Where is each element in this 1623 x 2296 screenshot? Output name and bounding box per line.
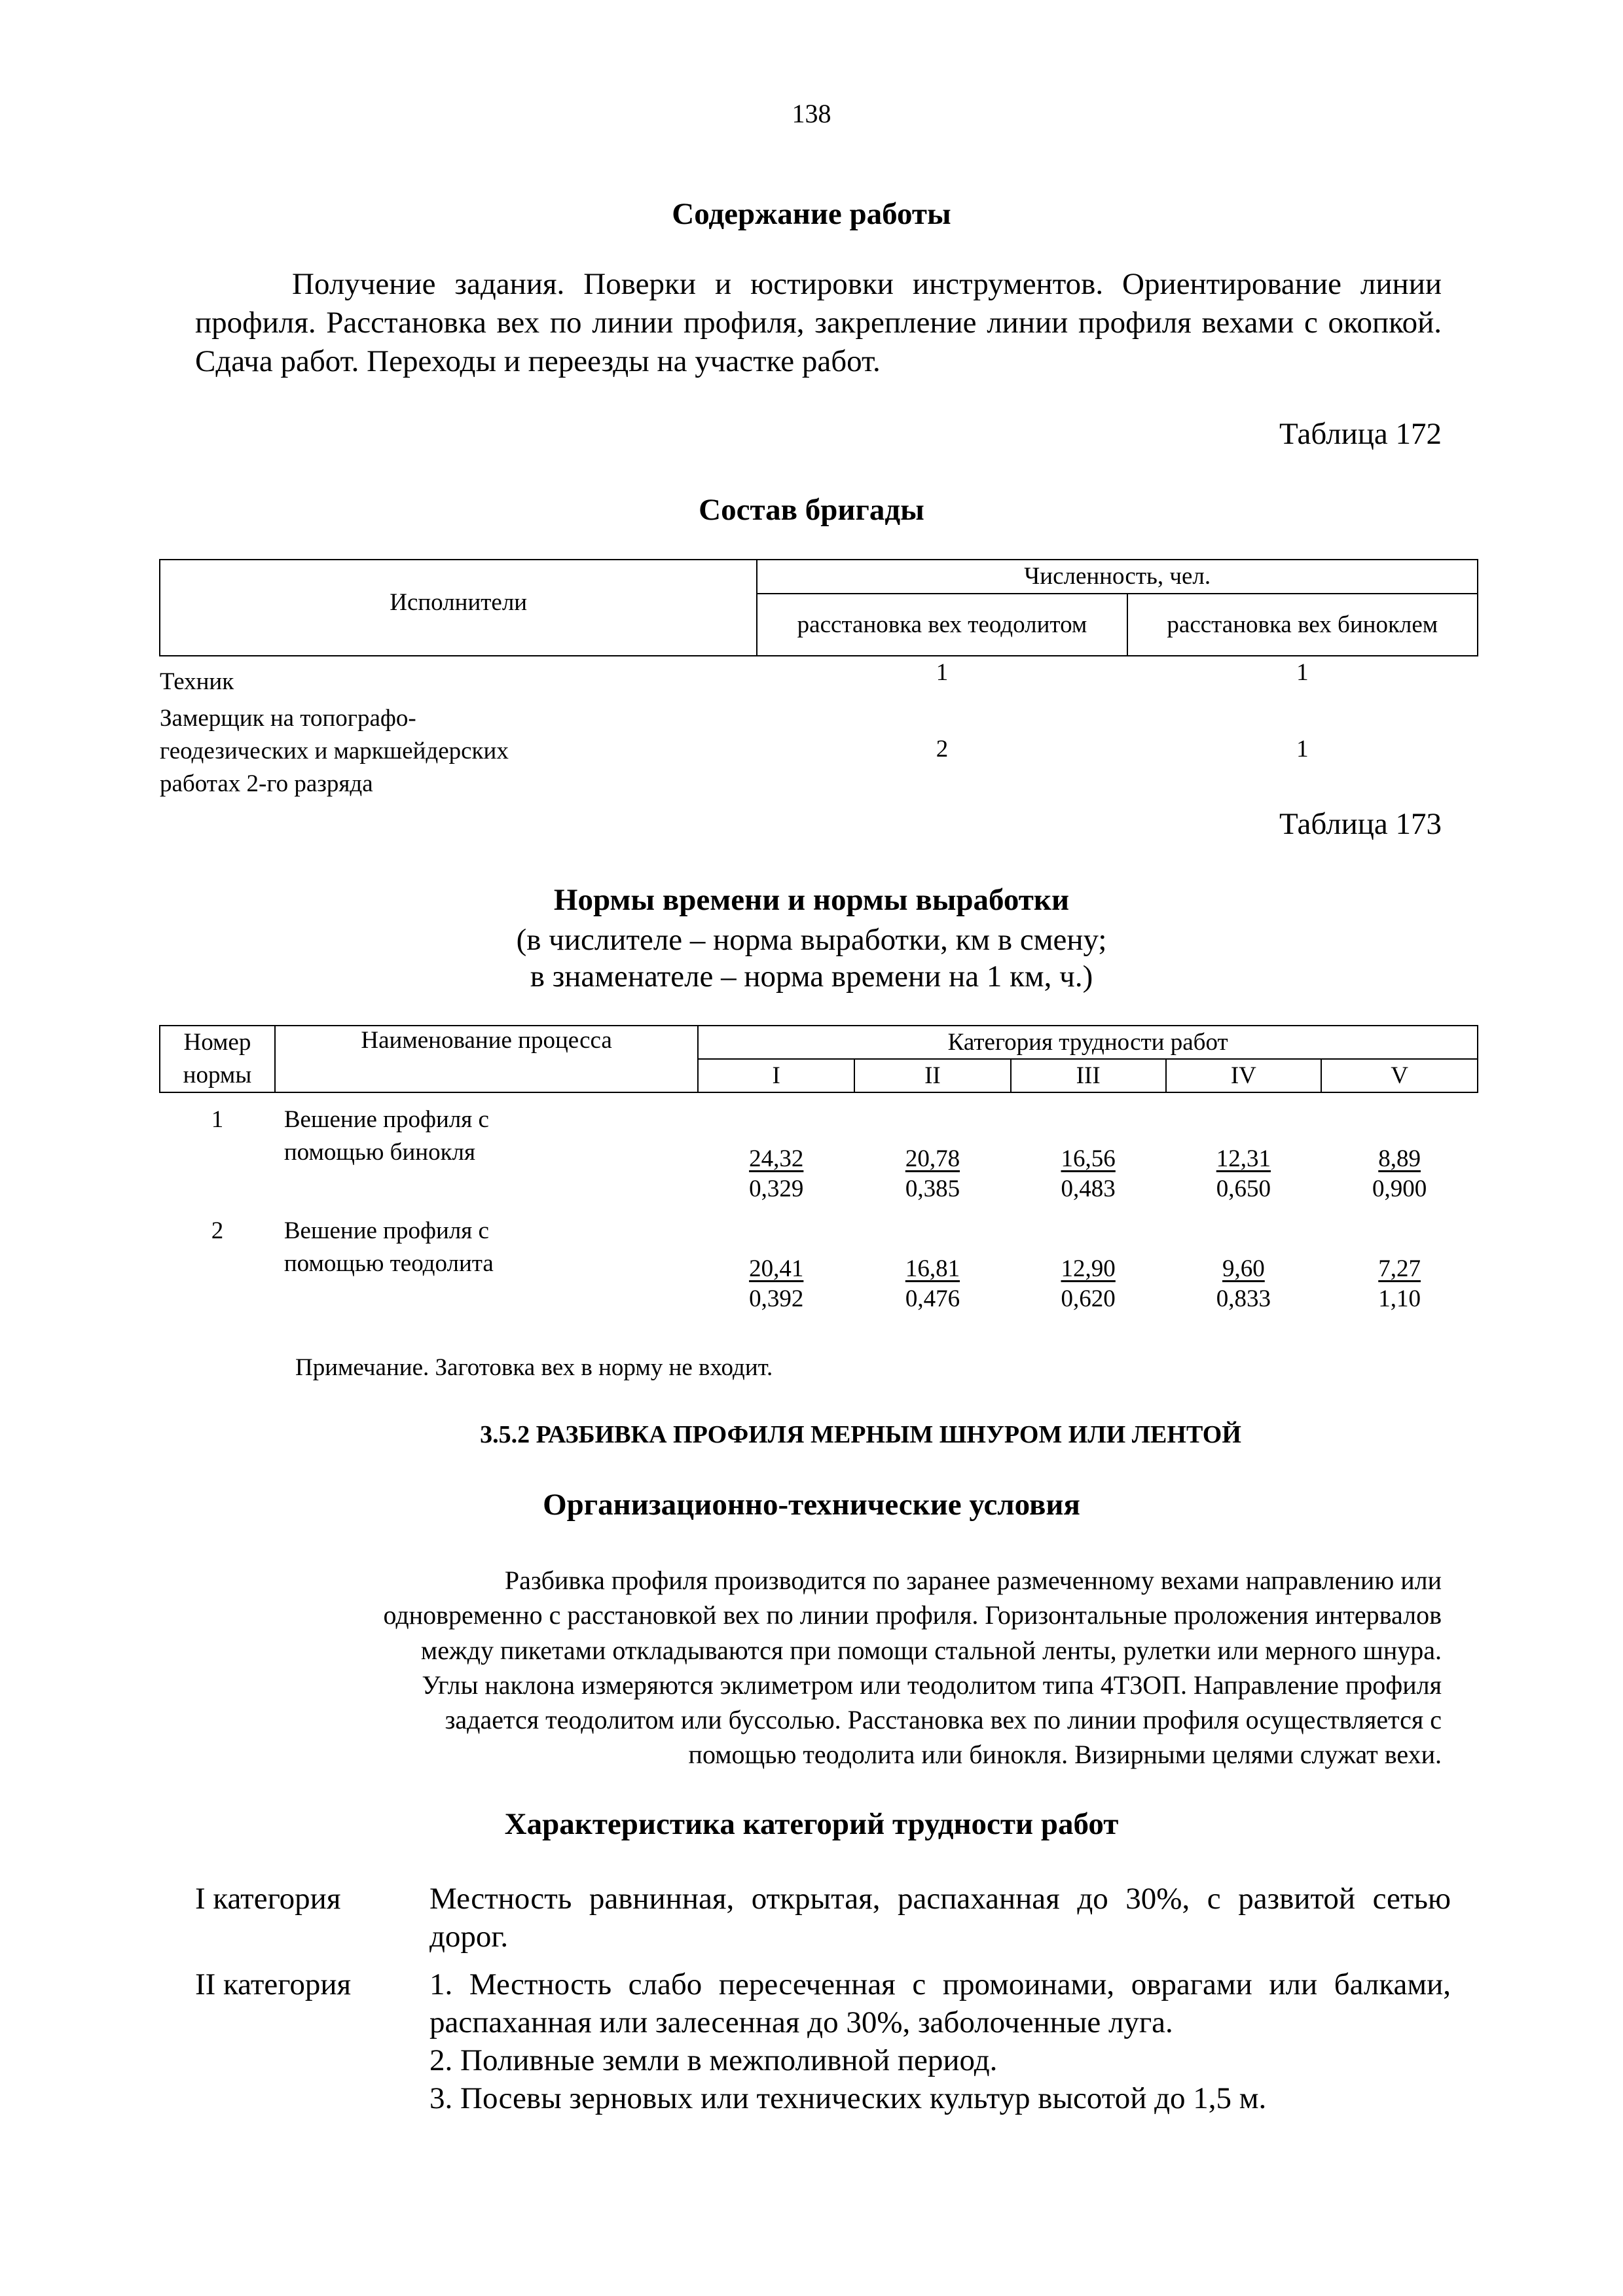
table-row bbox=[160, 698, 1478, 800]
header-count: Численность, чел. bbox=[757, 560, 1478, 594]
table-173-title: Нормы времени и нормы выработки bbox=[553, 883, 1070, 917]
header-cat-2: II bbox=[854, 1059, 1011, 1092]
table-row bbox=[160, 1215, 1478, 1316]
org-conditions-text bbox=[158, 1563, 1442, 1772]
header-cat-3: III bbox=[1011, 1059, 1166, 1092]
process-name: Вешение профиля с помощью теодолита bbox=[283, 1217, 494, 1277]
norm-value: $\frac{7,27}{1,10}$ bbox=[1378, 1255, 1421, 1312]
norm-value: $\frac{20,78}{0,385}$ bbox=[905, 1145, 960, 1202]
table-row bbox=[160, 656, 1478, 698]
table-173-label: Таблица 173 bbox=[1279, 807, 1442, 841]
page-number: 138 bbox=[792, 99, 831, 128]
norm-value: $\frac{16,81}{0,476}$ bbox=[905, 1255, 960, 1312]
category-2-label: II категория bbox=[195, 1967, 352, 2001]
text-line: Углы наклона измеряются эклиметром или теодолитом типа 4Т3ОП. Направление профиля bbox=[422, 1670, 1442, 1700]
norms-table bbox=[159, 1025, 1478, 1316]
header-cat-1: I bbox=[698, 1059, 854, 1092]
norm-number: 2 bbox=[211, 1217, 224, 1244]
category-2-text bbox=[429, 1965, 1451, 2117]
text-line: Разбивка профиля производится по заранее размеченному вехами направлению или bbox=[504, 1566, 1442, 1595]
org-conditions-title: Организационно-технические условия bbox=[543, 1488, 1080, 1522]
process-name: Вешение профиля с помощью бинокля bbox=[283, 1106, 489, 1166]
category-item: 2. Поливные земли в межполивной период. bbox=[429, 2043, 998, 2077]
text-line: помощью теодолита или бинокля. Визирными целями служат вехи. bbox=[688, 1740, 1442, 1770]
table-note: Примечание. Заготовка вех в норму не входит. bbox=[295, 1354, 773, 1381]
row-value: 1 bbox=[1296, 659, 1309, 686]
header-performers: Исполнители bbox=[160, 560, 757, 656]
norm-number: 1 bbox=[211, 1106, 224, 1133]
norm-value: $\frac{20,41}{0,392}$ bbox=[749, 1255, 804, 1312]
row-value: 1 bbox=[936, 659, 949, 686]
category-1-label: I категория bbox=[195, 1882, 341, 1916]
header-process: Наименование процесса bbox=[275, 1026, 698, 1092]
category-1-text: Местность равнинная, открытая, распаханная до 30%, с развитой сетью дорог. bbox=[429, 1882, 1451, 1954]
norm-value: $\frac{8,89}{0,900}$ bbox=[1372, 1145, 1427, 1202]
table-173-subtitle-1: (в числителе – норма выработки, км в смену; bbox=[516, 923, 1107, 957]
text-line: одновременно с расстановкой вех по линии профиля. Горизонтальные проложения интервалов bbox=[383, 1600, 1442, 1630]
norm-value: $\frac{24,32}{0,329}$ bbox=[749, 1145, 804, 1202]
norm-value: $\frac{12,31}{0,650}$ bbox=[1216, 1145, 1271, 1202]
category-item: 1. Местность слабо пересеченная с промоинами, оврагами или балками, распаханная или залесенная до 30%, заболоченные луга. bbox=[429, 1967, 1451, 2039]
norm-value: $\frac{9,60}{0,833}$ bbox=[1216, 1255, 1271, 1312]
crew-table bbox=[159, 559, 1478, 800]
norm-value: $\frac{16,56}{0,483}$ bbox=[1061, 1145, 1116, 1202]
row-name: Техник bbox=[160, 668, 234, 695]
section-heading: 3.5.2 РАЗБИВКА ПРОФИЛЯ МЕРНЫМ ШНУРОМ ИЛИ ЛЕНТОЙ bbox=[480, 1421, 1241, 1448]
category-item: 3. Посевы зерновых или технических культур высотой до 1,5 м. bbox=[429, 2081, 1267, 2115]
row-value: 1 bbox=[1296, 736, 1309, 762]
table-173-subtitle-2: в знаменателе – норма времени на 1 км, ч.) bbox=[530, 960, 1093, 994]
header-cat-4: IV bbox=[1166, 1059, 1322, 1092]
header-cat-5: V bbox=[1321, 1059, 1478, 1092]
header-category: Категория трудности работ bbox=[698, 1026, 1478, 1059]
norm-value: $\frac{12,90}{0,620}$ bbox=[1061, 1255, 1116, 1312]
row-value: 2 bbox=[936, 736, 949, 762]
difficulty-title: Характеристика категорий трудности работ bbox=[504, 1807, 1119, 1841]
work-content-title: Содержание работы bbox=[672, 197, 951, 231]
work-content-text: Получение задания. Поверки и юстировки инструментов. Ориентирование линии профиля. Расстановка вех по линии профиля, закрепление линии профиля вехами с окопкой. Сдача работ. Переходы и переезды на участке работ. bbox=[195, 267, 1442, 378]
text-line: задается теодолитом или буссолью. Расстановка вех по линии профиля осуществляется с bbox=[445, 1705, 1442, 1735]
header-theodolite: расстановка вех теодолитом bbox=[757, 594, 1127, 656]
table-172-label: Таблица 172 bbox=[1279, 417, 1442, 451]
table-row bbox=[160, 1092, 1478, 1215]
header-norm-number: Номер нормы bbox=[160, 1026, 275, 1092]
row-name: Замерщик на топографо-геодезических и маркшейдерских работах 2-го разряда bbox=[160, 705, 509, 797]
header-binocular: расстановка вех биноклем bbox=[1127, 594, 1478, 656]
table-172-title: Состав бригады bbox=[699, 493, 924, 527]
text-line: между пикетами откладываются при помощи стальной ленты, рулетки или мерного шнура. bbox=[420, 1635, 1442, 1665]
